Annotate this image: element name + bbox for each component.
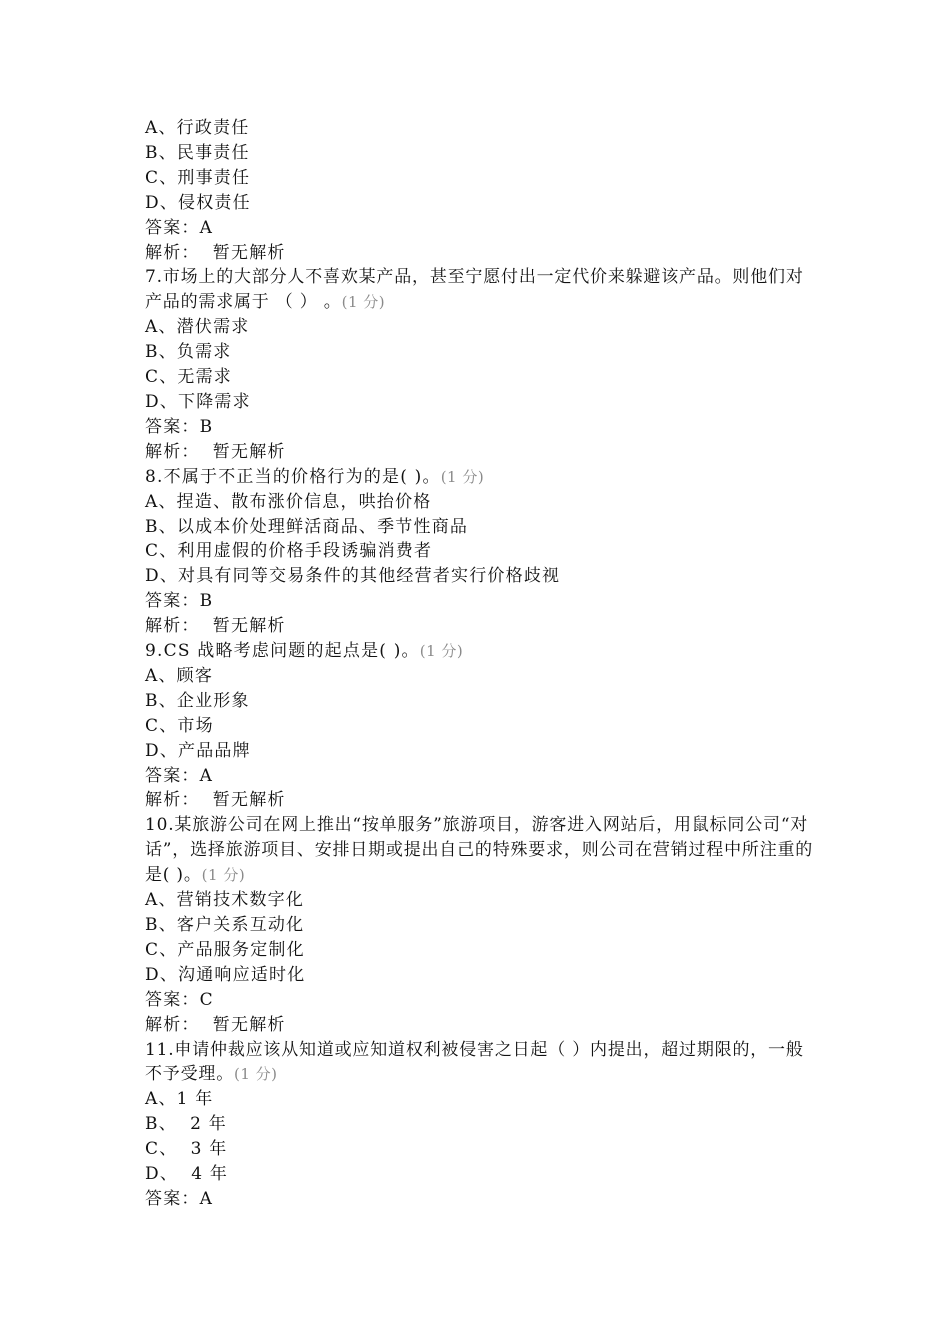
q10-score: (1 分) xyxy=(201,866,246,885)
q11-option-a: A、1 年 xyxy=(145,1089,214,1110)
q8-option-d: D、对具有同等交易条件的其他经营者实行价格歧视 xyxy=(145,566,561,587)
q11-stem-text: 11.申请仲裁应该从知道或应知道权利被侵害之日起（ ）内提出，超过期限的，一般不予受理。 xyxy=(145,1039,804,1085)
q9-option-c: C、市场 xyxy=(145,715,214,736)
q7-stem xyxy=(145,265,815,315)
q11-option-b: B、 2 年 xyxy=(145,1114,227,1135)
q10-answer: 答案：C xyxy=(145,989,214,1010)
q10-option-b: B、客户关系互动化 xyxy=(145,915,305,935)
q7-answer: 答案：B xyxy=(145,416,214,437)
q11-answer: 答案：A xyxy=(145,1188,214,1209)
q9-stem xyxy=(145,639,815,664)
q9-stem-text: 9.CS 战略考虑问题的起点是( )。 xyxy=(145,641,420,662)
q10-option-d: D、沟通响应适时化 xyxy=(145,964,306,985)
q9-option-d: D、产品品牌 xyxy=(145,740,251,761)
q7-analysis: 解析： 暂无解析 xyxy=(145,441,286,462)
q9-option-a: A、顾客 xyxy=(145,665,214,686)
q10-stem-text: 10.某旅游公司在网上推出“按单服务”旅游项目，游客进入网站后，用鼠标同公司“对话”，选择旅游项目、安排日期或提出自己的特殊要求，则公司在营销过程中所注重的是( )。 xyxy=(145,815,814,886)
q7-option-c: C、无需求 xyxy=(145,367,233,388)
q9-option-b: B、企业形象 xyxy=(145,690,250,711)
q8-option-b: B、以成本价处理鲜活商品、季节性商品 xyxy=(145,516,469,537)
q8-option-a: A、捏造、散布涨价信息，哄抬价格 xyxy=(145,491,432,512)
q8-score: (1 分) xyxy=(440,467,485,486)
q11-score: (1 分) xyxy=(234,1065,278,1084)
q10-analysis: 解析： 暂无解析 xyxy=(145,1014,286,1035)
q7-score: (1 分) xyxy=(341,293,386,312)
q10-option-a: A、营销技术数字化 xyxy=(145,890,305,911)
q9-answer: 答案：A xyxy=(145,765,214,786)
q9-analysis: 解析： 暂无解析 xyxy=(145,790,286,811)
exam-page xyxy=(145,116,815,1212)
q9-score: (1 分) xyxy=(419,642,464,661)
q7-option-b: B、负需求 xyxy=(145,342,232,363)
q6-option-c: C、刑事责任 xyxy=(145,167,251,188)
q6-analysis: 解析： 暂无解析 xyxy=(145,242,286,263)
q7-option-d: D、下降需求 xyxy=(145,391,251,412)
q6-option-b: B、民事责任 xyxy=(145,142,250,163)
q6-option-d: D、侵权责任 xyxy=(145,192,251,213)
q10-stem xyxy=(145,813,815,888)
q7-stem-text: 7.市场上的大部分人不喜欢某产品，甚至宁愿付出一定代价来躲避该产品。则他们对产品的需求属于 （ ） 。 xyxy=(145,267,804,313)
q8-answer: 答案：B xyxy=(145,591,214,612)
q10-option-c: C、产品服务定制化 xyxy=(145,939,305,960)
q11-option-d: D、 4 年 xyxy=(145,1164,229,1185)
q6-option-a: A、行政责任 xyxy=(145,118,250,138)
q8-stem xyxy=(145,465,815,490)
q11-stem xyxy=(145,1038,815,1088)
q8-option-c: C、利用虚假的价格手段诱骗消费者 xyxy=(145,541,433,562)
q7-option-a: A、潜伏需求 xyxy=(145,317,250,338)
q6-answer: 答案：A xyxy=(145,217,214,238)
q8-analysis: 解析： 暂无解析 xyxy=(145,616,286,637)
q11-option-c: C、 3 年 xyxy=(145,1139,228,1160)
q8-stem-text: 8.不属于不正当的价格行为的是( )。 xyxy=(145,466,441,487)
